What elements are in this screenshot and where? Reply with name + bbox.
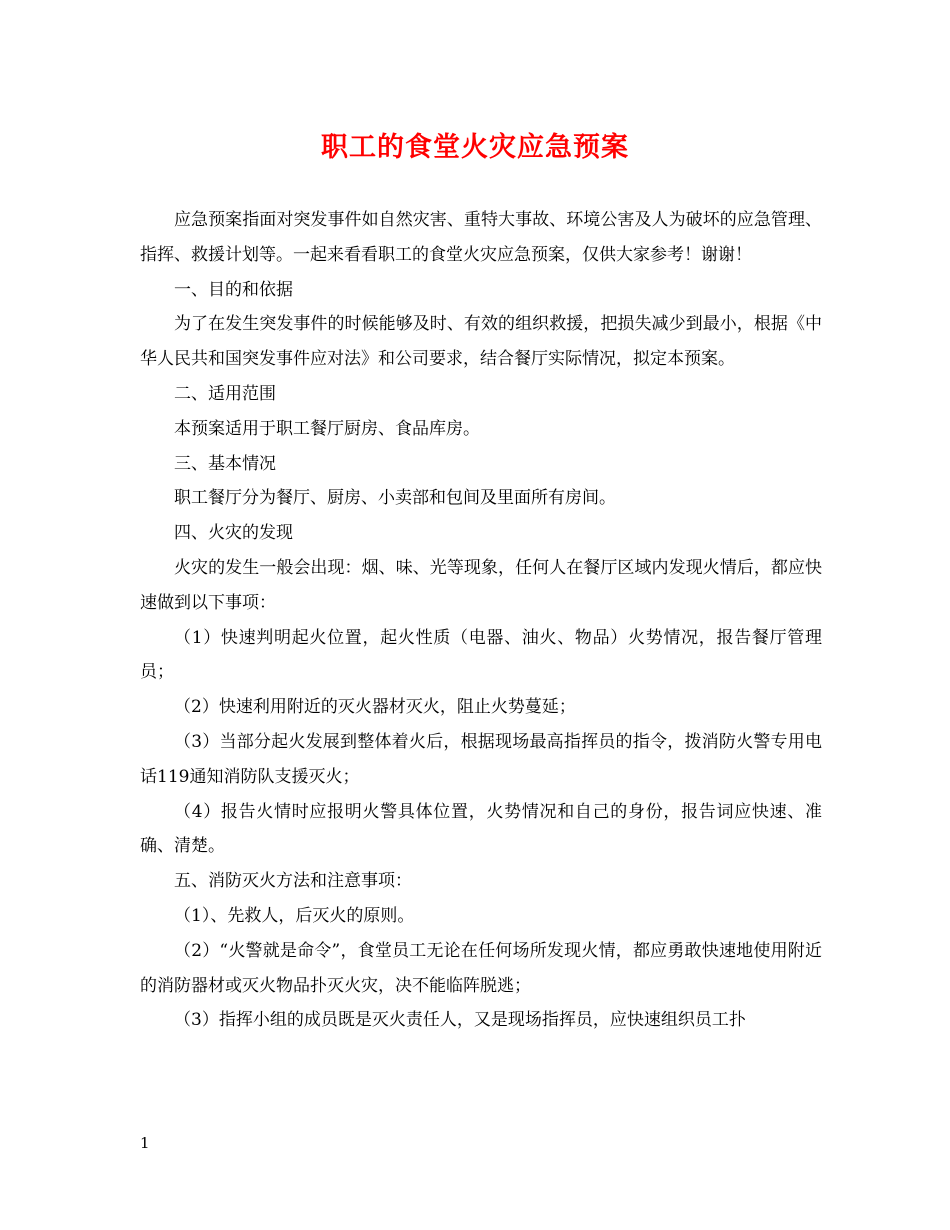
section-heading: 三、基本情况 (174, 453, 276, 474)
section-heading: 五、消防灭火方法和注意事项： (174, 871, 412, 892)
section-heading: 四、火灾的发现 (174, 523, 293, 544)
paragraph: 为了在发生突发事件的时候能够及时、有效的组织救援，把损失减少到最小，根据《中华人民共和国突发事件应对法》和公司要求，结合餐厅实际情况，拟定本预案。 (140, 314, 822, 370)
paragraph: 职工餐厅分为餐厅、厨房、小卖部和包间及里面所有房间。 (174, 488, 616, 509)
document-body (140, 203, 822, 1038)
list-item: （2）“火警就是命令”，食堂员工无论在任何场所发现火情，都应勇敢快速地使用附近的消防器材或灭火物品扑灭火灾，决不能临阵脱逃； (140, 940, 822, 996)
section-heading: 二、适用范围 (174, 383, 276, 404)
list-item: （2）快速利用附近的灭火器材灭火，阻止火势蔓延； (174, 697, 576, 718)
list-item: （3）当部分起火发展到整体着火后，根据现场最高指挥员的指令，拨消防火警专用电话119通知消防队支援灭火； (140, 731, 822, 787)
page-number: 1 (140, 1134, 150, 1152)
list-item: （3）指挥小组的成员既是灭火责任人，又是现场指挥员，应快速组织员工扑 (174, 1010, 746, 1031)
paragraph: 本预案适用于职工餐厅厨房、食品库房。 (174, 418, 480, 439)
list-item: （1）、先救人，后灭火的原则。 (174, 905, 415, 926)
paragraph: 火灾的发生一般会出现：烟、味、光等现象，任何人在餐厅区域内发现火情后，都应快速做到以下事项： (140, 557, 822, 613)
list-item: （1）快速判明起火位置，起火性质（电器、油火、物品）火势情况，报告餐厅管理员； (140, 627, 822, 683)
list-item: （4）报告火情时应报明火警具体位置，火势情况和自己的身份，报告词应快速、准确、清楚。 (140, 801, 822, 857)
intro-paragraph: 应急预案指面对突发事件如自然灾害、重特大事故、环境公害及人为破坏的应急管理、指挥、救援计划等。一起来看看职工的食堂火灾应急预案，仅供大家参考！谢谢！ (140, 210, 822, 265)
section-heading: 一、目的和依据 (174, 279, 293, 300)
document-title: 职工的食堂火灾应急预案 (321, 132, 629, 163)
